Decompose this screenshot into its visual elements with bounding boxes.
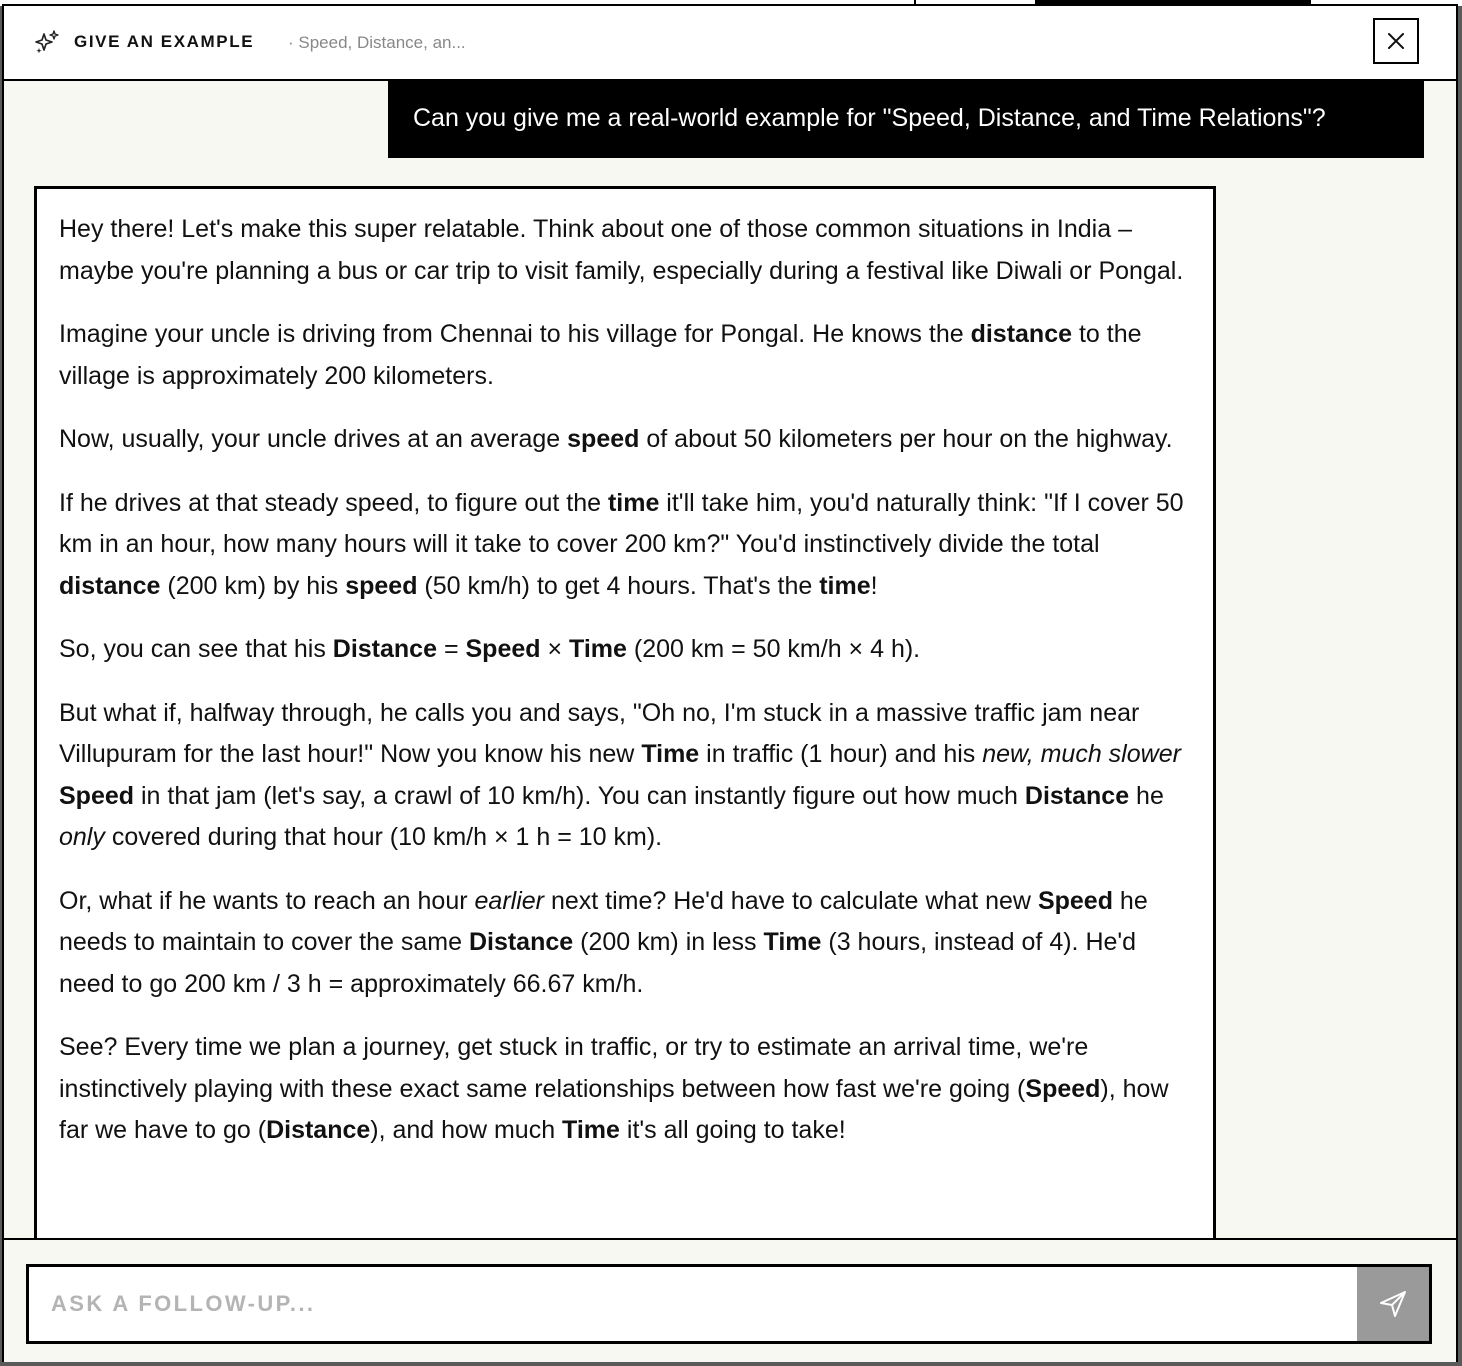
message-paragraph: See? Every time we plan a journey, get stuck in traffic, or try to estimate an arrival time, we're instinctively playing with these exact same relationships between how fast we're going (Speed), how far we have to go (Distance), and how much Time it's all going to take! [59,1033,1169,1144]
message-paragraph: So, you can see that his Distance = Speed × Time (200 km = 50 km/h × 4 h). [59,635,921,663]
panel-subtitle: · Speed, Distance, an... [288,33,466,52]
message-paragraph: Now, usually, your uncle drives at an average speed of about 50 kilometers per hour on the highway. [59,425,1173,453]
message-paragraph: If he drives at that steady speed, to figure out the time it'll take him, you'd naturally think: "If I cover 50 km in an hour, how many hours will it take to cover 200 km?" You'd instinctively divide the total distance (200 km) by his speed (50 km/h) to get 4 hours. That's the time! [59,488,1184,600]
close-icon [1387,32,1405,50]
send-icon [1378,1289,1408,1319]
sparkles-icon [34,29,60,55]
panel-header [4,6,1456,81]
close-button[interactable] [1373,18,1419,64]
user-message: Can you give me a real-world example for "Speed, Distance, and Time Relations"? [388,79,1424,158]
message-paragraph: Imagine your uncle is driving from Chennai to his village for Pongal. He knows the distance to the village is approximately 200 kilometers. [59,320,1142,390]
send-button[interactable] [1357,1267,1429,1341]
panel-title: GIVE AN EXAMPLE [74,32,255,51]
followup-input[interactable] [29,1267,1351,1341]
followup-bar [4,1238,1456,1362]
message-paragraph: Or, what if he wants to reach an hour earlier next time? He'd have to calculate what new Speed he needs to maintain to cover the same Distance (200 km) in less Time (3 hours, instead of 4). He'd need to go 200 km / 3 h = approximately 66.67 km/h. [59,886,1148,998]
message-paragraph: But what if, halfway through, he calls you and says, "Oh no, I'm stuck in a massive traffic jam near Villupuram for the last hour!" Now you know his new Time in traffic (1 hour) and his new, much slower Speed in that jam (let's say, a crawl of 10 km/h). You can instantly figure out how much Distance he only covered during that hour (10 km/h × 1 h = 10 km). [59,698,1181,851]
message-paragraph: Hey there! Let's make this super relatable. Think about one of those common situations in India – maybe you're planning a bus or car trip to visit family, especially during a festival like Diwali or Pongal. [59,215,1184,285]
assistant-message [34,186,1216,1246]
followup-input-box [26,1264,1432,1344]
example-panel [2,4,1458,1362]
